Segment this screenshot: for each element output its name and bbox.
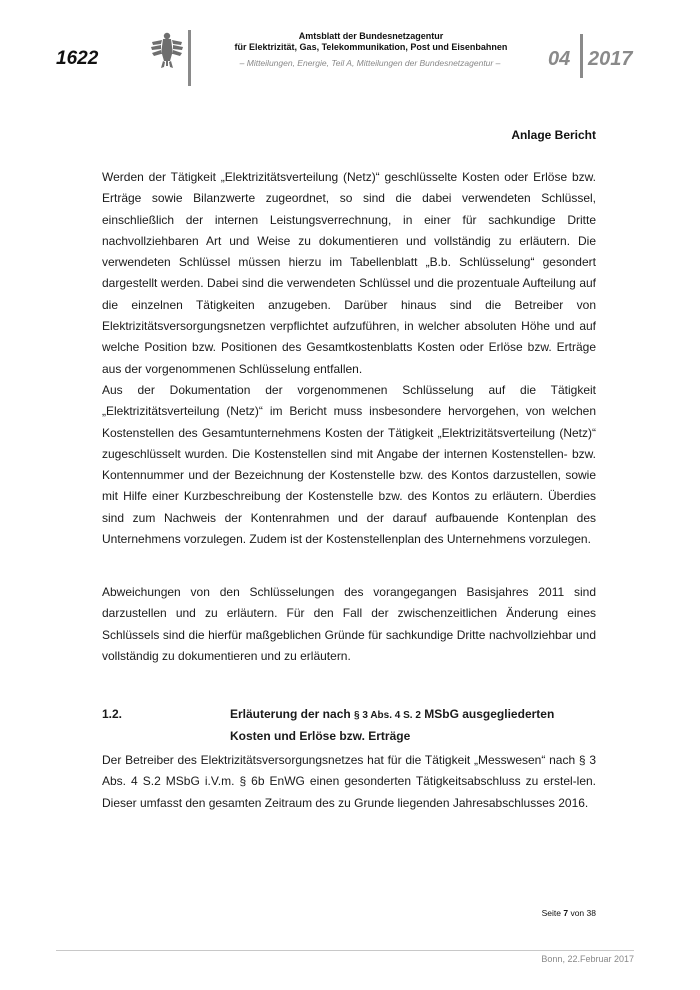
page-indicator bbox=[542, 908, 596, 918]
gazette-title-line2: für Elektrizität, Gas, Telekommunikation, Post und Eisenbahnen bbox=[234, 42, 508, 52]
gazette-title-line1: Amtsblatt der Bundesnetzagentur bbox=[298, 31, 444, 41]
page-current: 7 bbox=[563, 908, 569, 918]
section-title-part: MSbG ausgegliederten Kosten und Erlöse bzw. Erträge bbox=[230, 707, 555, 744]
issue-divider bbox=[580, 34, 583, 78]
issue-year: 2017 bbox=[588, 48, 633, 70]
footer-place-date: Bonn, 22.Februar 2017 bbox=[541, 954, 634, 964]
page-total: 38 bbox=[586, 908, 596, 918]
gazette-subtitle: – Mitteilungen, Energie, Teil A, Mitteilungen der Bundesnetzagentur – bbox=[239, 58, 501, 68]
federal-eagle-icon bbox=[150, 30, 184, 70]
annex-label: Anlage Bericht bbox=[511, 128, 596, 142]
body-paragraph: Abweichungen von den Schlüsselungen des vorangegangen Basisjahres 2011 sind darzustellen und zu erläutern. Für den Fall der zwischenzeitlichen Änderung eines Schlüssels sind die hierfür maßgeblichen Gründe für sachkundige Dritte nachvollziehbar und vollständig zu dokumentieren und zu erläutern. bbox=[102, 585, 596, 663]
gazette-title bbox=[226, 31, 516, 53]
section-title-part: Erläuterung der nach bbox=[230, 707, 355, 721]
footer-divider bbox=[56, 950, 634, 951]
header-divider bbox=[188, 30, 191, 86]
section-body-paragraph: Der Betreiber des Elektrizitätsversorgungsnetzes hat für die Tätigkeit „Messwesen“ nach § 3 Abs. 4 S.2 MSbG i.V.m. § 6b EnWG einen gesonderten Tätigkeitsabschluss zu erstel-len. Dieser umfasst den gesamten Zeitraum des zu Grunde liegenden Jahresabschlusses 2016. bbox=[102, 753, 596, 810]
body-paragraph: Aus der Dokumentation der vorgenommenen Schlüsselung auf die Tätigkeit „Elektrizitätsverteilung (Netz)“ im Bericht muss insbesondere hervorgehen, von welchen Kostenstellen des Gesamtunternehmens Kosten der Tätigkeit „Elektrizitätsverteilung (Netz)“ zugeschlüsselt wurden. Die Kostenstellen sind mit Angabe der internen Kostenstellen- bzw. Kontennummer und der Bezeichnung der Kostenstelle bzw. des Kontos darzustellen, sowie mit Hilfe einer Kurzbeschreibung der Kostenstelle bzw. des Kontos zu erläutern. Überdies sind zum Nachweis der Kontenrahmen und der darauf aufbauende Kontenplan des Unternehmens vorzulegen. Zudem ist der Kostenstellenplan des Unternehmens vorzulegen. bbox=[102, 383, 596, 547]
page-indicator-separator: von bbox=[568, 908, 587, 918]
issue-month: 04 bbox=[548, 48, 571, 70]
section-title-citation: § 3 Abs. 4 S. 2 bbox=[354, 710, 421, 721]
section-number: 1.2. bbox=[102, 707, 123, 721]
page-indicator-prefix: Seite bbox=[541, 908, 564, 918]
issue-number: 1622 bbox=[56, 48, 99, 69]
body-paragraph: Werden der Tätigkeit „Elektrizitätsverteilung (Netz)“ geschlüsselte Kosten oder Erlöse bzw. Erträge sowie Bilanzwerte zugeordnet, so sind die dabei verwendeten Schlüssel, einschließlich der internen Leistungsverrechnung, in einer für sachkundige Dritte nachvollziehbaren Art und Weise zu dokumentieren und vollständig zu erläutern. Die verwendeten Schlüssel müssen hierzu im Tabellenblatt „B.b. Schlüsselung“ gesondert dargestellt werden. Dabei sind die verwendeten Schlüssel und die prozentuale Aufteilung auf die einzelnen Tätigkeiten anzugeben. Darüber hinaus sind die Betreiber von Elektrizitätsversorgungsnetzen verpflichtet aufzuführen, in welcher absoluten Höhe und auf welche Position bzw. Positionen des Gesamtkostenblatts Kosten oder Erlöse bzw. Erträge aus der vorgenommenen Schlüsselung entfallen. bbox=[102, 170, 596, 376]
section-title bbox=[230, 704, 596, 748]
